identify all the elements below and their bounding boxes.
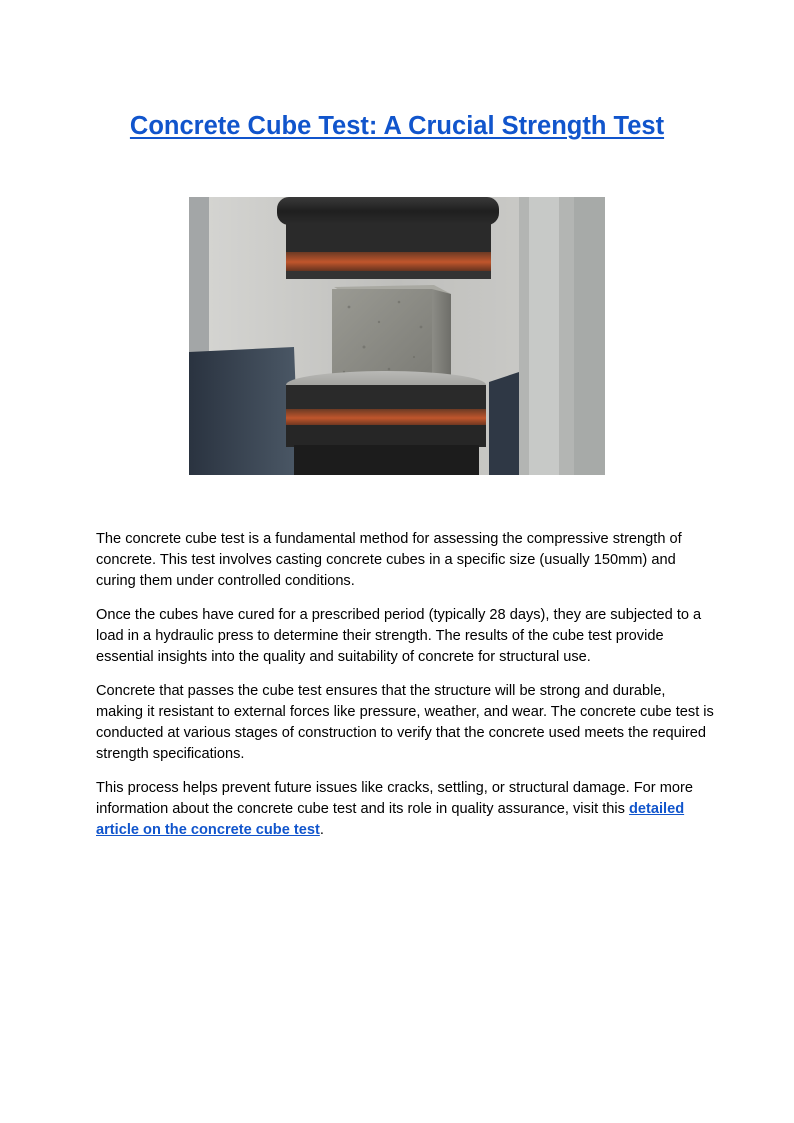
paragraph-with-link <box>96 778 716 841</box>
concrete-cube-test-article-link[interactable]: detailed article on the concrete cube test <box>96 801 685 838</box>
article-body <box>96 529 716 854</box>
paragraph: The concrete cube test is a fundamental method for assessing the compressive strength of concrete. This test involves casting concrete cubes in a specific size (usually 150mm) and curing them under controlled conditions. <box>96 531 682 589</box>
page-title: Concrete Cube Test: A Crucial Strength Test <box>129 112 665 140</box>
paragraph: Once the cubes have cured for a prescribed period (typically 28 days), they are subjected to a load in a hydraulic press to determine their strength. The results of the cube test provide essential insights into the quality and suitability of concrete for structural use. <box>96 607 702 665</box>
paragraph-text: This process helps prevent future issues like cracks, settling, or structural damage. For more information about the concrete cube test and its role in quality assurance, visit this <box>96 780 693 817</box>
paragraph-suffix: . <box>319 822 324 838</box>
concrete-cube-press-photo <box>189 197 605 475</box>
paragraph: Concrete that passes the cube test ensures that the structure will be strong and durable, making it resistant to external forces like pressure, weather, and wear. The concrete cube test is conducted at various stages of construction to verify that the concrete used meets the required strength specifications. <box>96 683 714 762</box>
